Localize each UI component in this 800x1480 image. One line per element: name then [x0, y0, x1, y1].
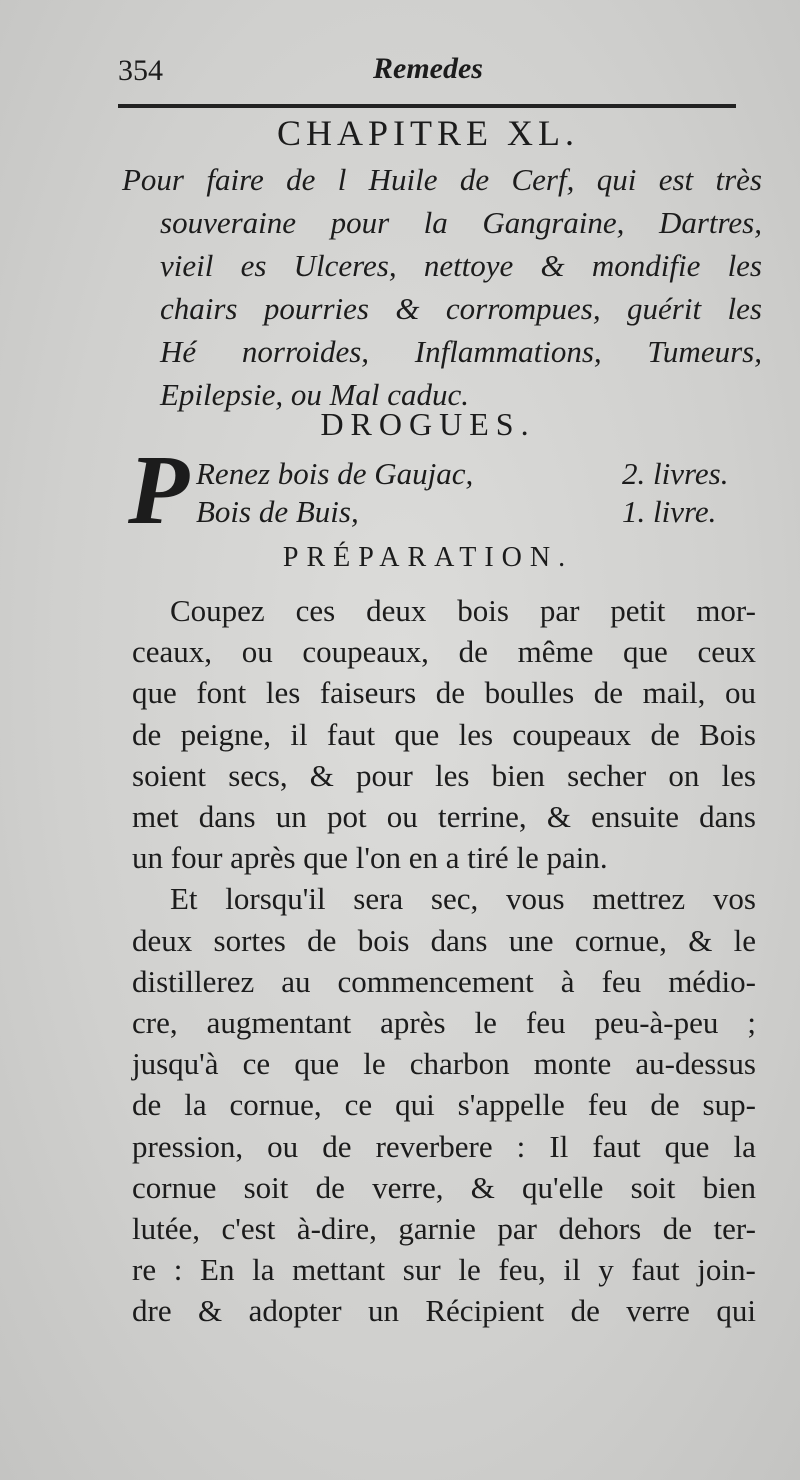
text-line: pression, ou de reverbere : Il faut que la — [132, 1128, 756, 1164]
text-line: met dans un pot ou terrine, & ensuite dans — [132, 799, 756, 835]
chapter-title: CHAPITRE XL. — [277, 113, 579, 153]
text-line: lutée, c'est à-dire, garnie par dehors de ter- — [132, 1211, 756, 1247]
subtitle-line: Hé norroides, Inflammations, Tumeurs, — [160, 334, 762, 369]
text-line: de peigne, il faut que les coupeaux de Bois — [132, 716, 756, 752]
ingredient-quantity: 1. livre. — [622, 494, 717, 529]
text-line: distillerez au commencement à feu médio- — [132, 963, 756, 999]
chapter-subtitle — [122, 158, 762, 416]
subtitle-line: Epilepsie, ou Mal caduc. — [160, 377, 470, 412]
text-line: dre & adopter un Récipient de verre qui — [132, 1293, 756, 1329]
ingredient-quantity: 2. livres. — [622, 456, 729, 491]
page-number: 354 — [118, 54, 163, 87]
text-line: que font les faiseurs de boulles de mail, ou — [132, 675, 756, 711]
header-rule — [118, 104, 736, 108]
ingredient-name: Renez bois de Gaujac, — [196, 456, 474, 491]
text-line: Et lorsqu'il sera sec, vous mettrez vos — [170, 881, 756, 917]
subtitle-line: chairs pourries & corrompues, guérit les — [160, 291, 762, 326]
text-line: re : En la mettant sur le feu, il y faut join- — [132, 1252, 756, 1288]
subtitle-line: Pour faire de l Huile de Cerf, qui est très — [122, 162, 762, 197]
text-line: de la cornue, ce qui s'appelle feu de sup- — [132, 1087, 756, 1123]
preparation-text — [132, 590, 756, 1332]
text-line: Coupez ces deux bois par petit mor- — [170, 593, 756, 628]
drop-cap: P — [128, 434, 190, 545]
text-line: ceaux, ou coupeaux, de même que ceux — [132, 634, 756, 670]
text-line: deux sortes de bois dans une cornue, & le — [132, 922, 756, 958]
drogues-heading: DROGUES. — [320, 406, 536, 442]
page-header — [118, 52, 738, 92]
subtitle-line: souveraine pour la Gangraine, Dartres, — [160, 205, 762, 240]
text-line: cre, augmentant après le feu peu-à-peu ; — [132, 1005, 756, 1041]
running-title: Remedes — [373, 52, 483, 85]
text-line: un four après que l'on en a tiré le pain. — [132, 840, 608, 876]
text-line: cornue soit de verre, & qu'elle soit bien — [132, 1169, 756, 1205]
subtitle-line: vieil es Ulceres, nettoye & mondifie les — [160, 248, 762, 283]
text-line: jusqu'à ce que le charbon monte au-dessus — [132, 1046, 756, 1082]
text-line: soient secs, & pour les bien secher on les — [132, 757, 756, 793]
ingredient-name: Bois de Buis, — [196, 494, 359, 529]
preparation-heading: PRÉPARATION. — [282, 542, 574, 573]
